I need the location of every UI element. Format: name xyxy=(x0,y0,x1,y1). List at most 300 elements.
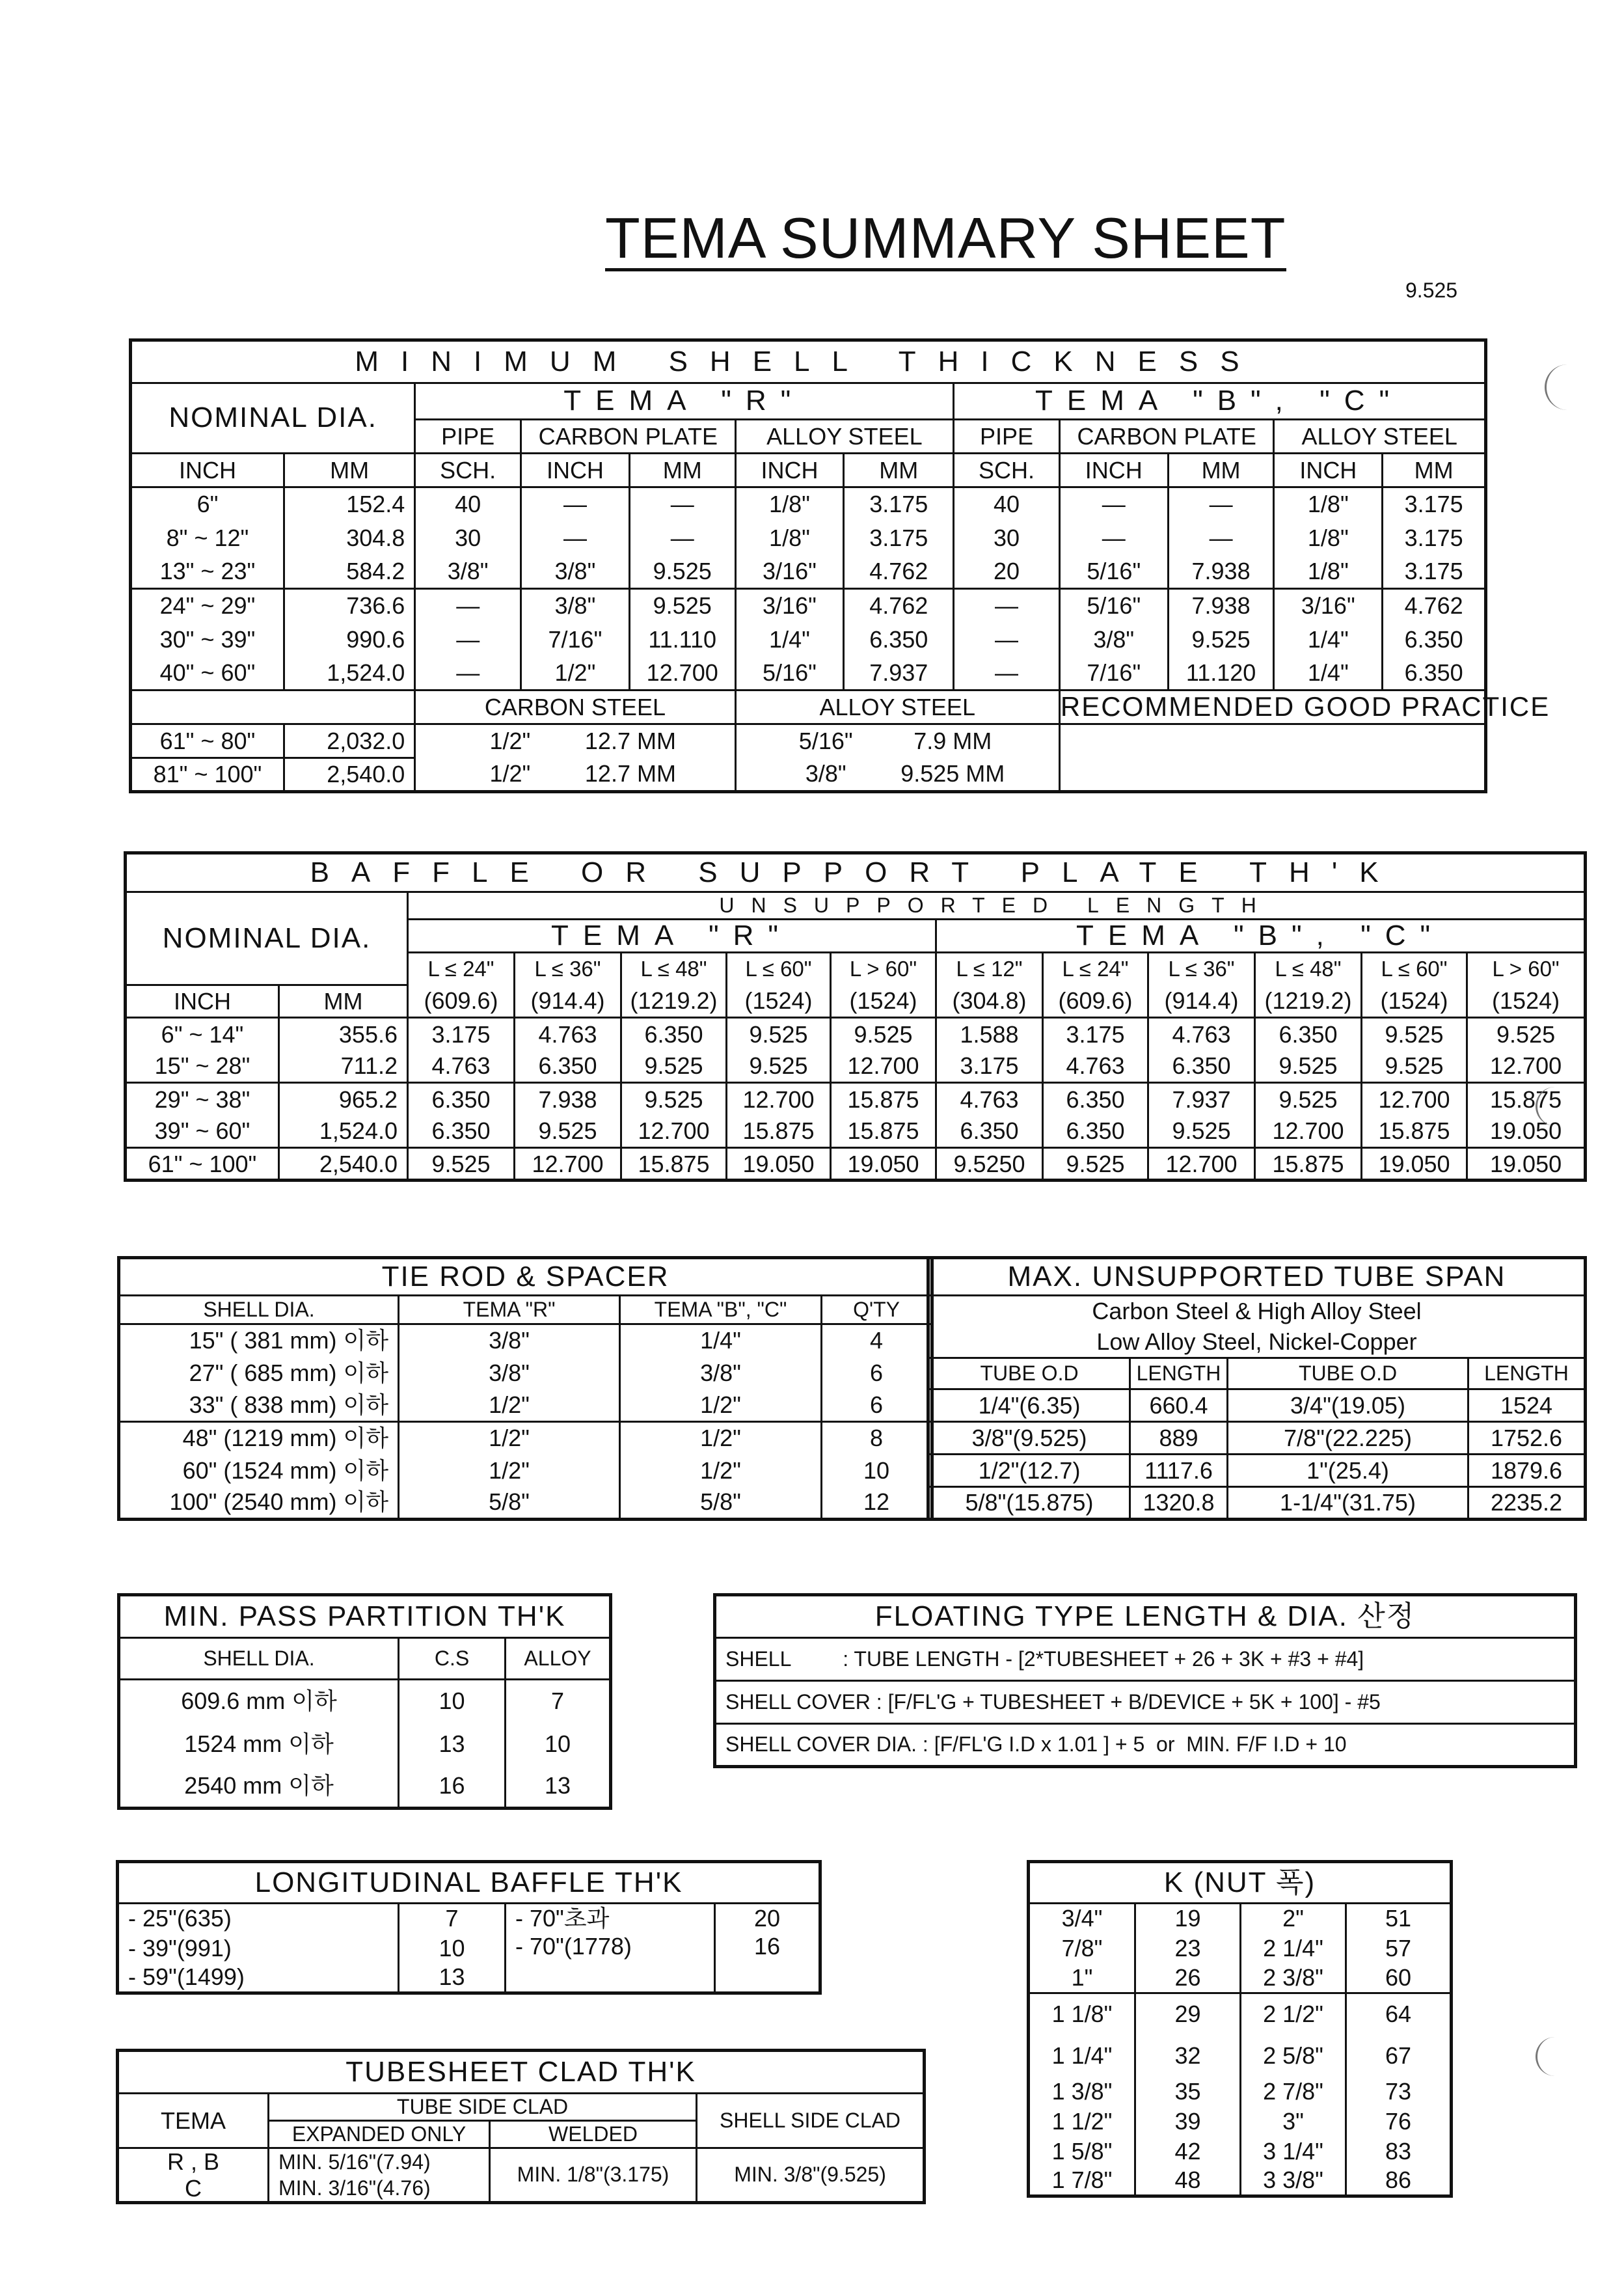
nut-width: 26 xyxy=(1135,1963,1241,1993)
cs-mm: 12.7 MM xyxy=(584,760,676,787)
baffle-value: 3.175 xyxy=(408,1018,515,1050)
baffle-value: 9.525 xyxy=(831,1018,936,1050)
bolt-size: 1 1/8" xyxy=(1029,1993,1135,2035)
tie-rod-row xyxy=(119,1422,932,1455)
length-limit-mm: (609.6) xyxy=(1043,985,1148,1018)
shell-value: 1,524.0 xyxy=(284,657,414,690)
col-inch: INCH xyxy=(126,985,279,1018)
col-inch: INCH xyxy=(735,454,844,487)
baffle-heading: BAFFLE OR SUPPORT PLATE TH'K xyxy=(126,853,1586,892)
col-alloy-steel: ALLOY STEEL xyxy=(735,690,1059,724)
tie-rod-value: 6 xyxy=(822,1389,932,1422)
tubesheet-tema-label: TEMA xyxy=(118,2094,269,2148)
tube-length: 889 xyxy=(1130,1422,1228,1455)
baffle-value: 12.700 xyxy=(831,1050,936,1083)
baffle-row xyxy=(126,1050,1586,1083)
length-limit-mm: (609.6) xyxy=(408,985,515,1018)
baffle-value: 12.700 xyxy=(621,1115,727,1148)
length-limit-mm: (1524) xyxy=(1362,985,1467,1018)
bolt-size: 2 1/2" xyxy=(1241,1993,1346,2035)
shell-side-value: MIN. 3/8"(9.525) xyxy=(697,2148,925,2203)
shell-row xyxy=(131,487,1486,521)
pass-shell-dia: 1524 mm 이하 xyxy=(119,1723,399,1766)
shell-dia-inch: 61" ~ 80" xyxy=(131,724,284,758)
tie-rod-value: 8 xyxy=(822,1422,932,1455)
length-limit-mm: (1219.2) xyxy=(1255,985,1362,1018)
shell-value: 1/8" xyxy=(735,487,844,521)
bolt-size: 2 5/8" xyxy=(1241,2035,1346,2077)
baffle-value: 4.763 xyxy=(1148,1018,1255,1050)
length-limit: L > 60" xyxy=(1467,953,1586,985)
pass-col-header: C.S xyxy=(399,1638,506,1680)
shell-value: 4.762 xyxy=(844,555,954,589)
pass-row xyxy=(119,1680,611,1723)
shell-dia-inch: 6" xyxy=(131,487,284,521)
shell-value: 584.2 xyxy=(284,555,414,589)
carbon-steel-value xyxy=(415,724,735,758)
baffle-value: 6.350 xyxy=(408,1115,515,1148)
shell-value: — xyxy=(1059,521,1168,555)
tie-rod-value: 1/2" xyxy=(399,1422,620,1455)
baffle-value: 12.700 xyxy=(1148,1148,1255,1181)
bolt-size: 1 5/8" xyxy=(1029,2137,1135,2167)
tubesheet-clad-table xyxy=(116,2049,926,2204)
tube-length: 2235.2 xyxy=(1468,1487,1586,1520)
welded: WELDED xyxy=(490,2121,697,2148)
baffle-dia-inch: 39" ~ 60" xyxy=(126,1115,279,1148)
k-nut-row xyxy=(1029,2167,1452,2196)
tie-rod-value: 1/2" xyxy=(620,1389,822,1422)
tie-rod-shell-dia: 15" ( 381 mm) 이하 xyxy=(119,1324,399,1357)
length-limit: L ≤ 48" xyxy=(1255,953,1362,985)
bolt-size: 3 3/8" xyxy=(1241,2167,1346,2196)
baffle-value: 711.2 xyxy=(279,1050,408,1083)
col-mm: MM xyxy=(279,985,408,1018)
tube-span-col-header: TUBE O.D xyxy=(928,1358,1130,1389)
baffle-value: 1,524.0 xyxy=(279,1115,408,1148)
nut-width: 48 xyxy=(1135,2167,1241,2196)
expanded-value: MIN. 3/16"(4.76) xyxy=(269,2176,490,2203)
tube-span-row xyxy=(928,1422,1586,1455)
baffle-value: 6.350 xyxy=(515,1050,621,1083)
length-limit-mm: (304.8) xyxy=(936,985,1043,1018)
length-limit: L ≤ 60" xyxy=(727,953,831,985)
shell-value: 20 xyxy=(954,555,1060,589)
shell-value: 3.175 xyxy=(1383,487,1486,521)
baffle-value: 6.350 xyxy=(936,1115,1043,1148)
shell-row xyxy=(131,589,1486,623)
baffle-value: 9.525 xyxy=(727,1050,831,1083)
shell-large-row xyxy=(131,724,1486,758)
shell-tema-r: TEMA "R" xyxy=(415,383,954,420)
shell-value: 3/8" xyxy=(1059,623,1168,657)
length-limit-mm: (914.4) xyxy=(1148,985,1255,1018)
baffle-value: 9.5250 xyxy=(936,1148,1043,1181)
baffle-value: 965.2 xyxy=(279,1083,408,1115)
shell-value: 7.937 xyxy=(844,657,954,690)
baffle-value: 19.050 xyxy=(831,1148,936,1181)
lb-dia: - 59"(1499) xyxy=(118,1963,399,1993)
shell-value: 9.525 xyxy=(629,589,735,623)
shell-value: 6.350 xyxy=(844,623,954,657)
tube-length: 660.4 xyxy=(1130,1389,1228,1422)
shell-value: 7.938 xyxy=(1168,589,1274,623)
lb-thk: 7 xyxy=(399,1904,506,1934)
col-sch: SCH. xyxy=(415,454,521,487)
pass-value: 10 xyxy=(506,1723,611,1766)
tube-od: 3/8"(9.525) xyxy=(928,1422,1130,1455)
col-carbon-plate: CARBON PLATE xyxy=(521,420,736,454)
shell-row xyxy=(131,623,1486,657)
baffle-value: 15.875 xyxy=(831,1083,936,1115)
tie-rod-col-header: Q'TY xyxy=(822,1296,932,1324)
baffle-dia-inch: 61" ~ 100" xyxy=(126,1148,279,1181)
shell-row xyxy=(131,521,1486,555)
nut-width: 19 xyxy=(1135,1904,1241,1934)
col-inch: INCH xyxy=(1059,454,1168,487)
longitudinal-baffle-heading: LONGITUDINAL BAFFLE TH'K xyxy=(118,1862,820,1904)
material-line-2: Low Alloy Steel, Nickel-Copper xyxy=(928,1327,1586,1358)
shell-value: 3/16" xyxy=(735,589,844,623)
nut-width: 29 xyxy=(1135,1993,1241,2035)
tie-rod-value: 5/8" xyxy=(620,1487,822,1520)
baffle-dia-inch: 15" ~ 28" xyxy=(126,1050,279,1083)
pass-shell-dia: 609.6 mm 이하 xyxy=(119,1680,399,1723)
recommended-good-practice: RECOMMENDED GOOD PRACTICE xyxy=(1059,690,1485,724)
pass-value: 10 xyxy=(399,1680,506,1723)
shell-heading: MINIMUM SHELL THICKNESS xyxy=(131,340,1486,383)
pass-value: 13 xyxy=(399,1723,506,1766)
floating-line-shell-cover: SHELL COVER : [F/FL'G + TUBESHEET + B/DEVICE + 5K + 100] - #5 xyxy=(715,1681,1576,1724)
k-nut-table xyxy=(1027,1860,1453,2198)
pass-col-header: ALLOY xyxy=(506,1638,611,1680)
tie-rod-value: 1/2" xyxy=(620,1455,822,1487)
baffle-value: 9.525 xyxy=(621,1050,727,1083)
cs-inch: 1/2" xyxy=(489,728,531,755)
length-limit: L ≤ 60" xyxy=(1362,953,1467,985)
shell-value: — xyxy=(954,657,1060,690)
col-inch: INCH xyxy=(1274,454,1383,487)
pass-col-header: SHELL DIA. xyxy=(119,1638,399,1680)
baffle-value: 6.350 xyxy=(1255,1018,1362,1050)
lb-thk: 13 xyxy=(399,1963,506,1993)
shell-value: 40 xyxy=(954,487,1060,521)
shell-value: 7/16" xyxy=(521,623,630,657)
baffle-value: 3.175 xyxy=(936,1050,1043,1083)
col-mm: MM xyxy=(629,454,735,487)
k-nut-row xyxy=(1029,1963,1452,1993)
shell-value: 6.350 xyxy=(1383,623,1486,657)
col-alloy-steel: ALLOY STEEL xyxy=(1274,420,1486,454)
floating-line-shell: SHELL : TUBE LENGTH - [2*TUBESHEET + 26 + 3K + #3 + #4] xyxy=(715,1638,1576,1681)
shell-value: 5/16" xyxy=(1059,589,1168,623)
shell-value: — xyxy=(521,521,630,555)
baffle-dia-inch: 6" ~ 14" xyxy=(126,1018,279,1050)
shell-value: — xyxy=(415,623,521,657)
tube-span-col-header: TUBE O.D xyxy=(1228,1358,1468,1389)
k-nut-row xyxy=(1029,2077,1452,2107)
tube-span-heading: MAX. UNSUPPORTED TUBE SPAN xyxy=(928,1258,1586,1296)
k-nut-heading: K (NUT 폭) xyxy=(1029,1862,1452,1904)
baffle-value: 9.525 xyxy=(515,1115,621,1148)
tie-rod-value: 3/8" xyxy=(399,1357,620,1389)
length-limit-mm: (1524) xyxy=(1467,985,1586,1018)
baffle-value: 4.763 xyxy=(936,1083,1043,1115)
bolt-size: 3" xyxy=(1241,2107,1346,2137)
baffle-value: 6.350 xyxy=(1043,1083,1148,1115)
shell-value: 1/4" xyxy=(735,623,844,657)
shell-value: — xyxy=(521,487,630,521)
baffle-value: 9.525 xyxy=(1362,1050,1467,1083)
nut-width: 23 xyxy=(1135,1934,1241,1963)
baffle-value: 15.875 xyxy=(621,1148,727,1181)
baffle-value: 9.525 xyxy=(1255,1083,1362,1115)
as-inch: 5/16" xyxy=(798,728,853,755)
baffle-row xyxy=(126,1115,1586,1148)
nut-width: 67 xyxy=(1346,2035,1452,2077)
baffle-value: 15.875 xyxy=(727,1115,831,1148)
lb-dia: - 39"(991) xyxy=(118,1934,399,1963)
blank-cell xyxy=(131,690,415,724)
tie-rod-row xyxy=(119,1487,932,1520)
tie-rod-value: 5/8" xyxy=(399,1487,620,1520)
tie-rod-shell-dia: 48" (1219 mm) 이하 xyxy=(119,1422,399,1455)
floating-line-shell-cover-dia: SHELL COVER DIA. : [F/FL'G I.D x 1.01 ] + 5 or MIN. F/F I.D + 10 xyxy=(715,1724,1576,1767)
shell-value: 3/8" xyxy=(521,589,630,623)
shell-value: 304.8 xyxy=(284,521,414,555)
tube-length: 1879.6 xyxy=(1468,1455,1586,1487)
col-carbon-plate: CARBON PLATE xyxy=(1059,420,1274,454)
baffle-value: 12.700 xyxy=(727,1083,831,1115)
tube-side-clad: TUBE SIDE CLAD xyxy=(269,2094,697,2121)
shell-value: 5/16" xyxy=(1059,555,1168,589)
tube-od: 1/2"(12.7) xyxy=(928,1455,1130,1487)
shell-value: — xyxy=(1168,521,1274,555)
bolt-size: 2 3/8" xyxy=(1241,1963,1346,1993)
length-limit: L ≤ 12" xyxy=(936,953,1043,985)
tie-rod-value: 3/8" xyxy=(620,1357,822,1389)
shell-thickness-table xyxy=(129,338,1550,793)
baffle-tema-bc: TEMA "B", "C" xyxy=(936,920,1586,953)
length-limit: L ≤ 24" xyxy=(408,953,515,985)
tie-rod-value: 1/2" xyxy=(399,1389,620,1422)
col-sch: SCH. xyxy=(954,454,1060,487)
baffle-plate-table xyxy=(124,851,1587,1182)
col-carbon-steel: CARBON STEEL xyxy=(415,690,735,724)
baffle-value: 15.875 xyxy=(831,1115,936,1148)
tie-rod-value: 1/2" xyxy=(399,1455,620,1487)
col-alloy-steel: ALLOY STEEL xyxy=(735,420,954,454)
baffle-value: 12.700 xyxy=(1255,1115,1362,1148)
baffle-value: 15.875 xyxy=(1362,1115,1467,1148)
lb-dia: - 70"초과 xyxy=(506,1904,715,1934)
baffle-value: 19.050 xyxy=(1362,1148,1467,1181)
shell-value: 1/2" xyxy=(521,657,630,690)
shell-value: — xyxy=(415,589,521,623)
corner-note: 9.525 xyxy=(1405,279,1458,302)
baffle-value: 4.763 xyxy=(1043,1050,1148,1083)
nut-width: 51 xyxy=(1346,1904,1452,1934)
shell-value: — xyxy=(1059,487,1168,521)
baffle-tema-r: TEMA "R" xyxy=(408,920,936,953)
shell-value: 12.700 xyxy=(629,657,735,690)
shell-large-row xyxy=(131,758,1486,792)
tie-rod-shell-dia: 33" ( 838 mm) 이하 xyxy=(119,1389,399,1422)
length-limit: L ≤ 48" xyxy=(621,953,727,985)
shell-nominal-dia: NOMINAL DIA. xyxy=(131,383,415,454)
tie-rod-col-header: TEMA "B", "C" xyxy=(620,1296,822,1324)
tie-rod-value: 10 xyxy=(822,1455,932,1487)
col-mm: MM xyxy=(1168,454,1274,487)
bolt-size: 3/4" xyxy=(1029,1904,1135,1934)
punch-hole-mark xyxy=(1536,2037,1563,2076)
shell-dia-inch: 40" ~ 60" xyxy=(131,657,284,690)
bolt-size: 1 1/2" xyxy=(1029,2107,1135,2137)
pass-row xyxy=(119,1723,611,1766)
baffle-value: 15.875 xyxy=(1467,1083,1586,1115)
bolt-size: 7/8" xyxy=(1029,1934,1135,1963)
baffle-value: 15.875 xyxy=(1255,1148,1362,1181)
pass-value: 7 xyxy=(506,1680,611,1723)
shell-value: 3.175 xyxy=(844,487,954,521)
baffle-value: 6.350 xyxy=(621,1018,727,1050)
tube-span-row xyxy=(928,1455,1586,1487)
baffle-value: 7.937 xyxy=(1148,1083,1255,1115)
baffle-value: 9.525 xyxy=(1043,1148,1148,1181)
lb-thk: 20 xyxy=(715,1904,820,1934)
tube-span-table xyxy=(927,1256,1587,1521)
shell-value: — xyxy=(1168,487,1274,521)
shell-value: 11.120 xyxy=(1168,657,1274,690)
length-limit-mm: (914.4) xyxy=(515,985,621,1018)
shell-value: 3.175 xyxy=(1383,521,1486,555)
tie-rod-value: 12 xyxy=(822,1487,932,1520)
carbon-steel-value xyxy=(415,758,735,792)
col-mm: MM xyxy=(1383,454,1486,487)
tube-length: 1524 xyxy=(1468,1389,1586,1422)
tube-od: 5/8"(15.875) xyxy=(928,1487,1130,1520)
col-mm: MM xyxy=(844,454,954,487)
baffle-value: 9.525 xyxy=(408,1148,515,1181)
col-pipe: PIPE xyxy=(415,420,521,454)
tie-rod-value: 3/8" xyxy=(399,1324,620,1357)
tube-od: 1/4"(6.35) xyxy=(928,1389,1130,1422)
shell-value: — xyxy=(954,589,1060,623)
shell-row xyxy=(131,555,1486,589)
bolt-size: 2 1/4" xyxy=(1241,1934,1346,1963)
baffle-value: 9.525 xyxy=(1148,1115,1255,1148)
as-mm: 9.525 MM xyxy=(900,760,1005,787)
baffle-value: 12.700 xyxy=(515,1148,621,1181)
k-nut-row xyxy=(1029,1934,1452,1963)
k-nut-row xyxy=(1029,2035,1452,2077)
baffle-value: 19.050 xyxy=(727,1148,831,1181)
pass-value: 16 xyxy=(399,1766,506,1809)
tube-span-col-header: LENGTH xyxy=(1130,1358,1228,1389)
nut-width: 76 xyxy=(1346,2107,1452,2137)
shell-value: 9.525 xyxy=(1168,623,1274,657)
k-nut-row xyxy=(1029,1993,1452,2035)
tie-rod-shell-dia: 60" (1524 mm) 이하 xyxy=(119,1455,399,1487)
welded-value: MIN. 1/8"(3.175) xyxy=(490,2148,697,2203)
length-limit: L ≤ 24" xyxy=(1043,953,1148,985)
longitudinal-baffle-table xyxy=(116,1860,822,1995)
expanded-value: MIN. 5/16"(7.94) xyxy=(269,2148,490,2176)
baffle-value: 9.525 xyxy=(727,1018,831,1050)
length-limit-mm: (1219.2) xyxy=(621,985,727,1018)
shell-value: 30 xyxy=(415,521,521,555)
baffle-value: 12.700 xyxy=(1362,1083,1467,1115)
shell-value: 1/8" xyxy=(1274,521,1383,555)
shell-value: 5/16" xyxy=(735,657,844,690)
bolt-size: 1 1/4" xyxy=(1029,2035,1135,2077)
page-title: TEMA SUMMARY SHEET xyxy=(605,208,1286,271)
shell-value: 3.175 xyxy=(844,521,954,555)
baffle-value: 4.763 xyxy=(408,1050,515,1083)
length-limit: L ≤ 36" xyxy=(1148,953,1255,985)
baffle-value: 6.350 xyxy=(408,1083,515,1115)
k-nut-row xyxy=(1029,2107,1452,2137)
baffle-value: 3.175 xyxy=(1043,1018,1148,1050)
tie-rod-value: 6 xyxy=(822,1357,932,1389)
tube-span-row xyxy=(928,1389,1586,1422)
baffle-row xyxy=(126,1083,1586,1115)
nut-width: 64 xyxy=(1346,1993,1452,2035)
shell-row xyxy=(131,657,1486,690)
shell-tema-bc: TEMA "B", "C" xyxy=(954,383,1486,420)
shell-value: 40 xyxy=(415,487,521,521)
material-line-1: Carbon Steel & High Alloy Steel xyxy=(928,1296,1586,1327)
as-mm: 7.9 MM xyxy=(914,728,992,755)
tube-od: 3/4"(19.05) xyxy=(1228,1389,1468,1422)
col-inch: INCH xyxy=(131,454,284,487)
lb-thk: 10 xyxy=(399,1934,506,1963)
bolt-size: 1 7/8" xyxy=(1029,2167,1135,2196)
baffle-row xyxy=(126,1018,1586,1050)
baffle-dia-inch: 29" ~ 38" xyxy=(126,1083,279,1115)
nut-width: 35 xyxy=(1135,2077,1241,2107)
k-nut-row xyxy=(1029,1904,1452,1934)
nut-width: 73 xyxy=(1346,2077,1452,2107)
length-limit-mm: (1524) xyxy=(727,985,831,1018)
shell-value: 3.175 xyxy=(1383,555,1486,589)
baffle-value: 9.525 xyxy=(1362,1018,1467,1050)
tube-length: 1752.6 xyxy=(1468,1422,1586,1455)
cs-inch: 1/2" xyxy=(489,760,531,787)
length-limit-mm: (1524) xyxy=(831,985,936,1018)
expanded-only: EXPANDED ONLY xyxy=(269,2121,490,2148)
shell-value: 3/8" xyxy=(415,555,521,589)
baffle-value: 9.525 xyxy=(621,1083,727,1115)
pass-row xyxy=(119,1766,611,1809)
shell-value: 9.525 xyxy=(629,555,735,589)
shell-value: 990.6 xyxy=(284,623,414,657)
nut-width: 57 xyxy=(1346,1934,1452,1963)
floating-type-table xyxy=(713,1593,1577,1768)
pass-shell-dia: 2540 mm 이하 xyxy=(119,1766,399,1809)
baffle-value: 9.525 xyxy=(1467,1018,1586,1050)
pass-partition-table xyxy=(117,1593,612,1810)
k-nut-row xyxy=(1029,2137,1452,2167)
alloy-steel-value xyxy=(735,724,1059,758)
tube-od: 1-1/4"(31.75) xyxy=(1228,1487,1468,1520)
length-limit: L > 60" xyxy=(831,953,936,985)
nut-width: 83 xyxy=(1346,2137,1452,2167)
shell-value: 30 xyxy=(954,521,1060,555)
lb-dia: - 70"(1778) xyxy=(506,1934,715,1993)
nut-width: 42 xyxy=(1135,2137,1241,2167)
baffle-value: 1.588 xyxy=(936,1018,1043,1050)
